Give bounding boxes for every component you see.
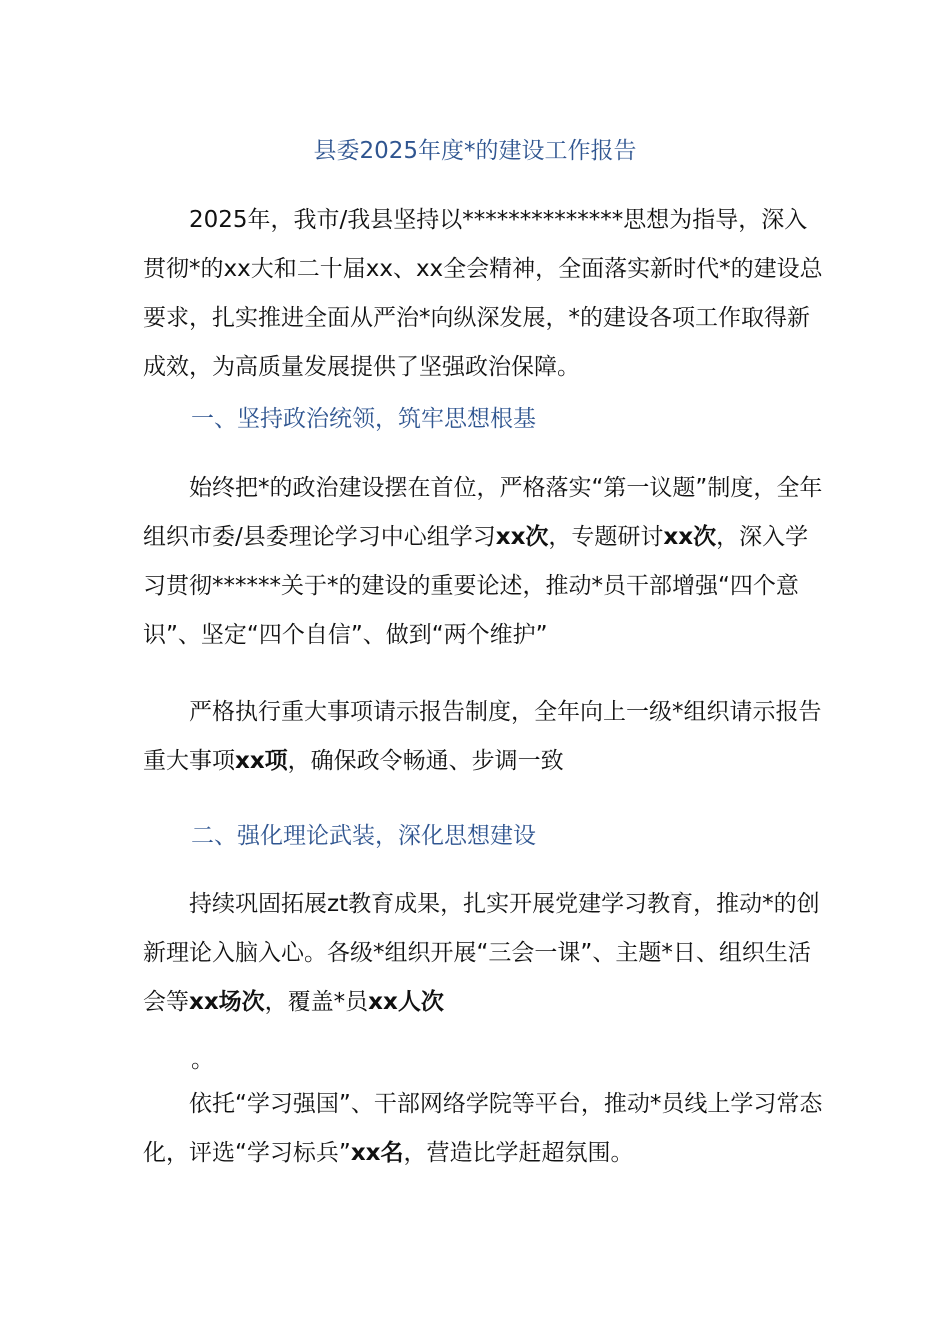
paragraph-text: ，确保政令畅通、步调一致	[287, 748, 564, 774]
paragraph-text: ，覆盖*员	[264, 989, 369, 1015]
paragraph-text: ，营造比学赶超氛围。	[403, 1140, 634, 1166]
stray-period: 。	[191, 1047, 214, 1073]
section2-paragraph-2	[143, 1080, 823, 1178]
section1-paragraph-2	[143, 688, 823, 786]
paragraph-text: 严格执行重大事项请示报告制度，全年向上一级*组织请示报告重大事项	[143, 699, 822, 774]
paragraph-bold-value: xx项	[235, 748, 288, 774]
intro-paragraph: 2025年，我市/我县坚持以**************思想为指导，深入贯彻*的xx大和二十届xx、xx全会精神，全面落实新时代*的建设总要求，扎实推进全面从严治*向纵深发展，*的建设各项工作取得新成效，为高质量发展提供了坚强政治保障。	[143, 207, 823, 380]
paragraph-text: 始终把*的政治建设摆在首位，严格落实“第一议题”制度，全年组织市委/县委理论学习中心组学习	[143, 475, 823, 550]
paragraph-bold-value: xx次	[495, 524, 549, 550]
paragraph-text: 依托“学习强国”、干部网络学院等平台，推动*员线上学习常态化，评选“学习标兵”	[143, 1091, 823, 1166]
paragraph-bold-value: xx场次	[189, 989, 265, 1015]
paragraph-text: ，深入学习贯彻******关于*的建设的重要论述，推动*员干部增强“四个意识”、坚定“四个自信”、做到“两个维护”	[143, 524, 809, 648]
section1-paragraph-1	[143, 464, 823, 660]
paragraph-bold-value: xx人次	[368, 989, 444, 1015]
document-title: 县委2025年度*的建设工作报告	[313, 138, 637, 164]
paragraph-text: ，专题研讨	[548, 524, 664, 550]
paragraph-bold-value: xx名	[350, 1140, 404, 1166]
section2-paragraph-1	[143, 880, 823, 1027]
paragraph-bold-value: xx次	[663, 524, 717, 550]
paragraph-text: 持续巩固拓展zt教育成果，扎实开展党建学习教育，推动*的创新理论入脑入心。各级*组织开展“三会一课”、主题*日、组织生活会等	[143, 891, 820, 1015]
section-heading-1: 一、坚持政治统领，筑牢思想根基	[191, 406, 536, 432]
section-heading-2: 二、强化理论武装，深化思想建设	[191, 823, 536, 849]
